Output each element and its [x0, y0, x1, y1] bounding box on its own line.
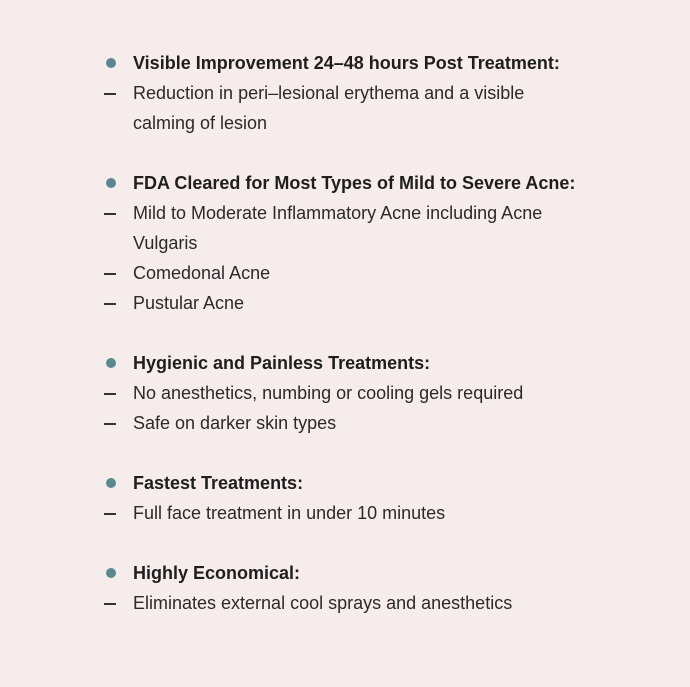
section-heading-row — [0, 48, 690, 78]
feature-section — [0, 168, 690, 318]
dash-icon — [0, 498, 132, 528]
dash-icon — [0, 288, 132, 318]
feature-section — [0, 468, 690, 528]
dash-icon — [0, 378, 132, 408]
list-item-text: Mild to Moderate Inflammatory Acne including Acne — [133, 203, 543, 223]
section-heading-row — [0, 468, 690, 498]
list-item — [0, 258, 690, 288]
list-item-text: Reduction in peri–lesional erythema and a visible — [133, 83, 525, 103]
list-item — [0, 378, 690, 408]
feature-list — [0, 48, 690, 648]
list-item-text: calming of lesion — [133, 113, 268, 133]
feature-section — [0, 558, 690, 618]
dash-icon — [0, 258, 132, 288]
list-item — [0, 498, 690, 528]
feature-section — [0, 48, 690, 138]
list-item — [0, 78, 690, 108]
dash-icon — [0, 408, 132, 438]
section-heading: Hygienic and Painless Treatments: — [133, 353, 431, 373]
list-item — [0, 588, 690, 618]
list-item-continuation — [0, 108, 690, 138]
list-item-text: Comedonal Acne — [133, 263, 271, 283]
section-heading: FDA Cleared for Most Types of Mild to Severe Acne: — [133, 173, 576, 193]
section-heading-row — [0, 348, 690, 378]
dash-icon — [0, 198, 132, 228]
list-item — [0, 408, 690, 438]
list-item-continuation — [0, 228, 690, 258]
dash-icon — [0, 588, 132, 618]
list-item-text: Pustular Acne — [133, 293, 245, 313]
list-item-text: Vulgaris — [133, 233, 198, 253]
list-item-text: No anesthetics, numbing or cooling gels required — [133, 383, 524, 403]
bullet-dot-icon — [0, 168, 132, 198]
bullet-dot-icon — [0, 348, 132, 378]
list-item-text: Eliminates external cool sprays and anesthetics — [133, 593, 513, 613]
list-item-text: Safe on darker skin types — [133, 413, 337, 433]
list-item — [0, 198, 690, 228]
section-heading: Highly Economical: — [133, 563, 301, 583]
list-item-text: Full face treatment in under 10 minutes — [133, 503, 446, 523]
list-item — [0, 288, 690, 318]
section-heading: Visible Improvement 24–48 hours Post Treatment: — [133, 53, 560, 73]
dash-icon — [0, 78, 132, 108]
section-heading: Fastest Treatments: — [133, 473, 304, 493]
section-heading-row — [0, 168, 690, 198]
section-heading-row — [0, 558, 690, 588]
bullet-dot-icon — [0, 48, 132, 78]
bullet-dot-icon — [0, 558, 132, 588]
feature-section — [0, 348, 690, 438]
bullet-dot-icon — [0, 468, 132, 498]
